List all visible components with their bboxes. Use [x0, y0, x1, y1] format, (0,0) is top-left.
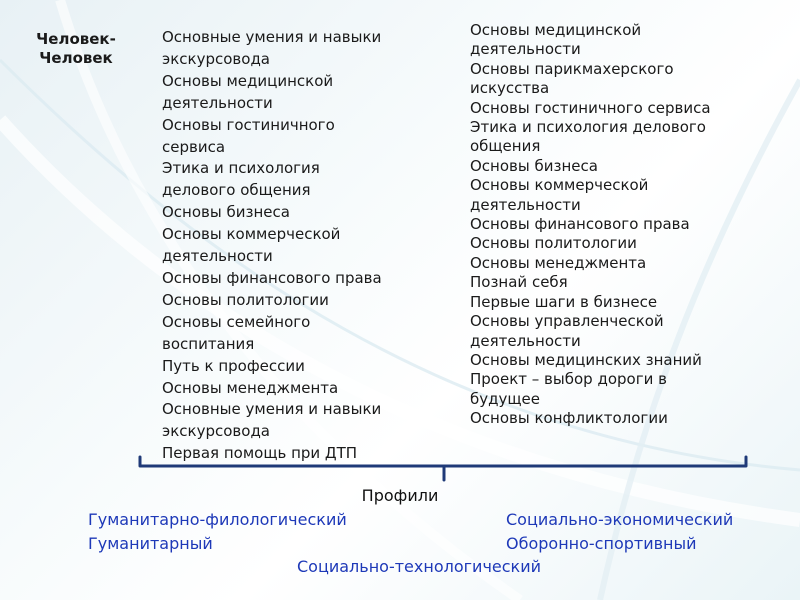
list-item: Основы финансового права [470, 215, 690, 234]
list-item: Основы политологии [162, 290, 329, 309]
list-item: Этика и психология делового общения [470, 118, 706, 156]
list-item: Основы бизнеса [470, 156, 598, 175]
list-item: Основы бизнеса [162, 203, 290, 222]
profile-humanitarian-philological: Гуманитарно-филологический [88, 510, 347, 529]
profile-socio-economic: Социально-экономический [506, 510, 734, 529]
list-item: Основы политологии [470, 234, 637, 253]
list-item: Основные умения и навыки экскурсовода [162, 28, 382, 68]
list-item: Основы менеджмента [470, 253, 647, 272]
list-item: Основы медицинской деятельности [162, 71, 334, 112]
list-item: Основы конфликтологии [470, 409, 668, 428]
list-item: Проект – выбор дороги в будущее [470, 370, 667, 408]
list-item: Основы коммерческой деятельности [470, 176, 649, 214]
list-item: Основы финансового права [162, 268, 382, 287]
profile-socio-technological: Социально-технологический [297, 557, 541, 576]
list-item: Основы управленческой деятельности [470, 312, 664, 350]
list-item: Первые шаги в бизнесе [470, 292, 658, 311]
heading-line-2: Человек [39, 49, 113, 67]
profile-humanitarian: Гуманитарный [88, 534, 213, 553]
list-item: Основы семейного воспитания [162, 312, 311, 353]
list-item: Основы менеджмента [162, 378, 339, 397]
list-item: Основы гостиничного сервиса [162, 115, 335, 156]
list-item: Познай себя [470, 273, 568, 292]
list-item: Основы парикмахерского искусства [470, 59, 674, 98]
profiles-title: Профили [361, 486, 439, 505]
list-item: Основы медицинских знаний [470, 350, 702, 369]
list-item: Путь к профессии [162, 356, 305, 375]
heading-line-1: Человек- [36, 30, 116, 48]
profile-defense-sports: Оборонно-спортивный [506, 534, 697, 553]
list-item: Основы медицинской деятельности [470, 21, 642, 59]
list-item: Этика и психология делового общения [162, 159, 320, 200]
list-item: Основы коммерческой деятельности [162, 225, 341, 266]
list-item: Первая помощь при ДТП [162, 444, 358, 463]
list-item: Основы гостиничного сервиса [470, 98, 711, 117]
list-item: Основные умения и навыки экскурсовода [162, 400, 382, 441]
